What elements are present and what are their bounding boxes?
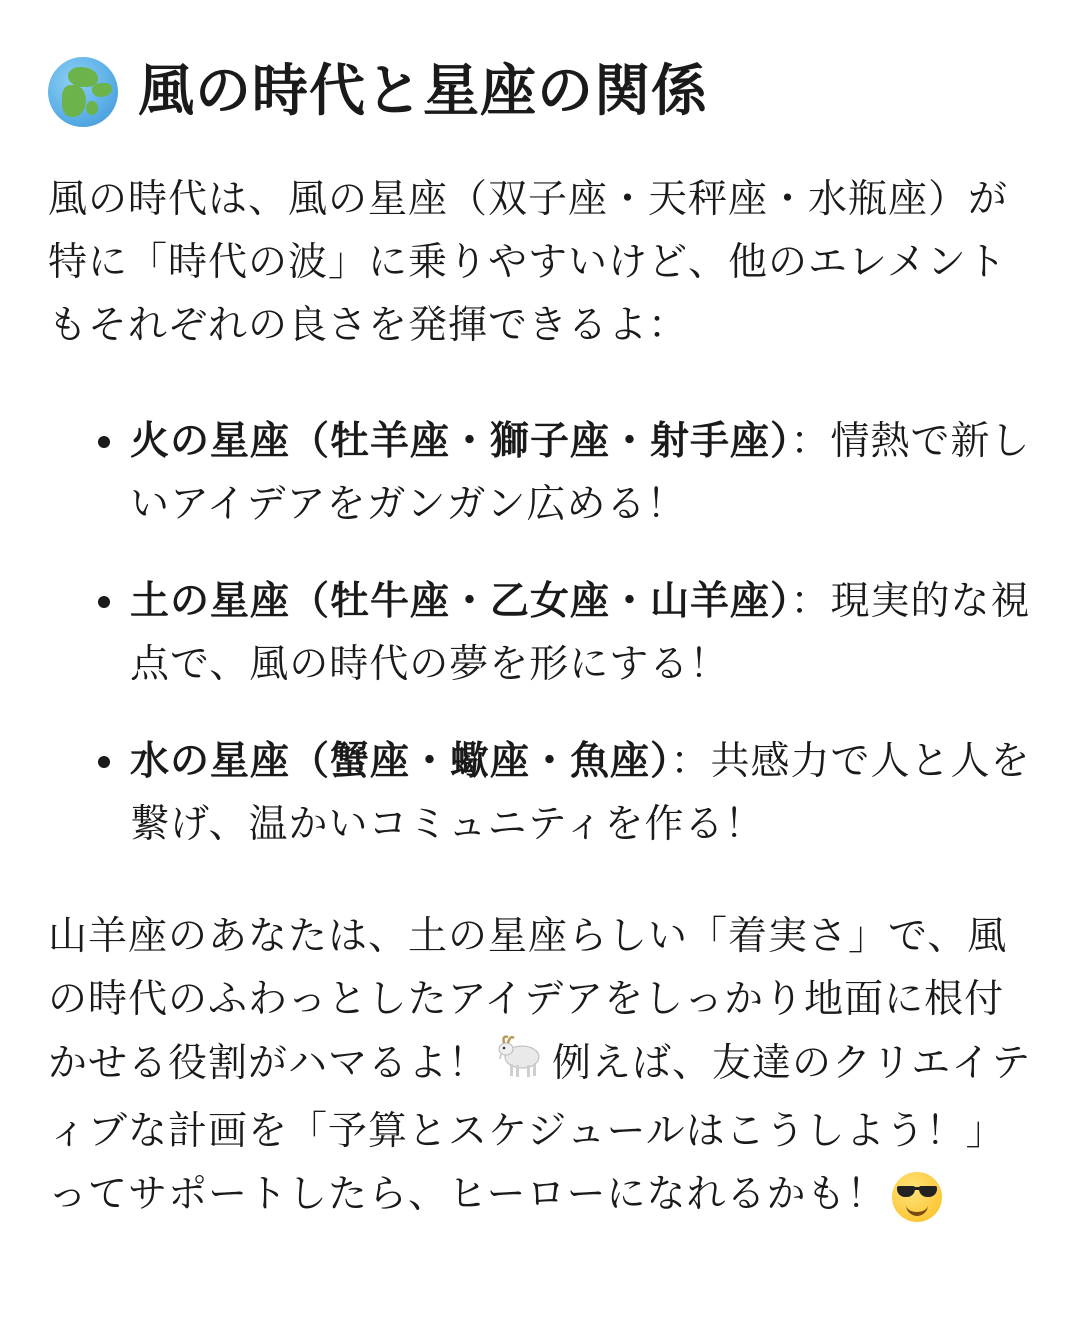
bullet-dot	[98, 436, 110, 448]
list-item	[48, 410, 1038, 536]
heading-title: 風の時代と星座の関係	[138, 59, 708, 124]
globe-europe-africa-icon	[48, 57, 118, 127]
list-item-text: ：共感力で人と人を繋げ、温かいコミュニティを作る！	[130, 739, 1031, 847]
element-list	[48, 410, 1038, 890]
closing-paragraph	[48, 905, 1038, 1226]
list-item-text: ：現実的な視点で、風の時代の夢を形にする！	[130, 579, 1031, 687]
bullet-dot	[98, 596, 110, 608]
list-item	[48, 730, 1038, 856]
list-item-title: 水の星座（蟹座・蠍座・魚座）	[130, 739, 671, 784]
list-item-text: ：情熱で新しいアイデアをガンガン広める！	[130, 419, 1031, 527]
closing-text-part1: 山羊座のあなたは、土の星座らしい「着実さ」で、風の時代のふわっとしたアイデアをしっかり地面に根付かせる役割がハマるよ！	[48, 914, 1008, 1086]
closing-text-part2: 例えば、友達のクリエイティブな計画を「予算とスケジュールはこうしよう！」ってサポートしたら、ヒーローになれるかも！	[48, 1041, 1032, 1217]
list-item	[48, 570, 1038, 696]
intro-paragraph: 風の時代は、風の星座（双子座・天秤座・水瓶座）が特に「時代の波」に乗りやすいけど、他のエレメントもそれぞれの良さを発揮できるよ：	[48, 177, 1009, 348]
list-item-title: 火の星座（牡羊座・獅子座・射手座）	[130, 419, 791, 464]
goat-icon	[494, 1031, 546, 1100]
section-heading	[48, 56, 708, 128]
smiling-face-with-sunglasses-icon	[892, 1172, 942, 1222]
list-item-title: 土の星座（牡牛座・乙女座・山羊座）	[130, 579, 791, 624]
bullet-dot	[98, 756, 110, 768]
